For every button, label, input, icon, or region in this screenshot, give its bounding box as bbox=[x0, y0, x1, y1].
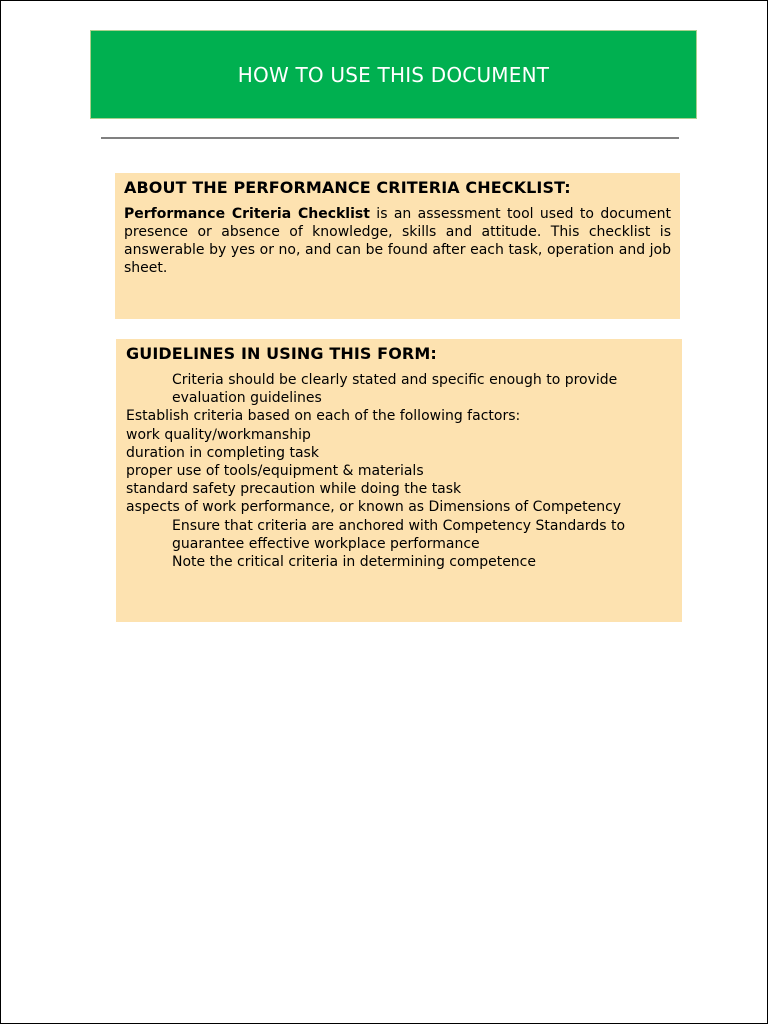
guideline-line: Ensure that criteria are anchored with Competency Standards to bbox=[172, 517, 626, 534]
guideline-line: evaluation guidelines bbox=[172, 390, 322, 407]
document-title: HOW TO USE THIS DOCUMENT bbox=[237, 62, 550, 87]
guidelines-heading: GUIDELINES IN USING THIS FORM: bbox=[126, 344, 437, 363]
about-term: Performance Criteria Checklist bbox=[124, 206, 370, 222]
about-heading: ABOUT THE PERFORMANCE CRITERIA CHECKLIST: bbox=[124, 178, 571, 197]
about-checklist-panel bbox=[115, 173, 680, 319]
about-body: is an assessment tool used to document presence or absence of knowledge, skills and attitude. This checklist is answerable by yes or no, and can be found after each task, operation and job sheet. bbox=[124, 206, 671, 276]
guideline-factor: standard safety precaution while doing the task bbox=[126, 481, 462, 498]
title-banner bbox=[90, 30, 697, 119]
guideline-factor: duration in completing task bbox=[126, 444, 319, 461]
title-divider bbox=[101, 137, 679, 139]
guideline-line: Note the critical criteria in determining competence bbox=[172, 554, 536, 571]
guideline-line: Establish criteria based on each of the following factors: bbox=[126, 408, 521, 425]
guideline-factor: proper use of tools/equipment & materials bbox=[126, 463, 424, 480]
guideline-line: guarantee effective workplace performance bbox=[172, 535, 480, 552]
guideline-factor: work quality/workmanship bbox=[126, 426, 311, 443]
about-paragraph bbox=[124, 205, 671, 277]
guideline-factor: aspects of work performance, or known as Dimensions of Competency bbox=[126, 499, 622, 516]
guideline-line: Criteria should be clearly stated and specific enough to provide bbox=[172, 372, 618, 388]
guidelines-panel bbox=[116, 339, 682, 622]
